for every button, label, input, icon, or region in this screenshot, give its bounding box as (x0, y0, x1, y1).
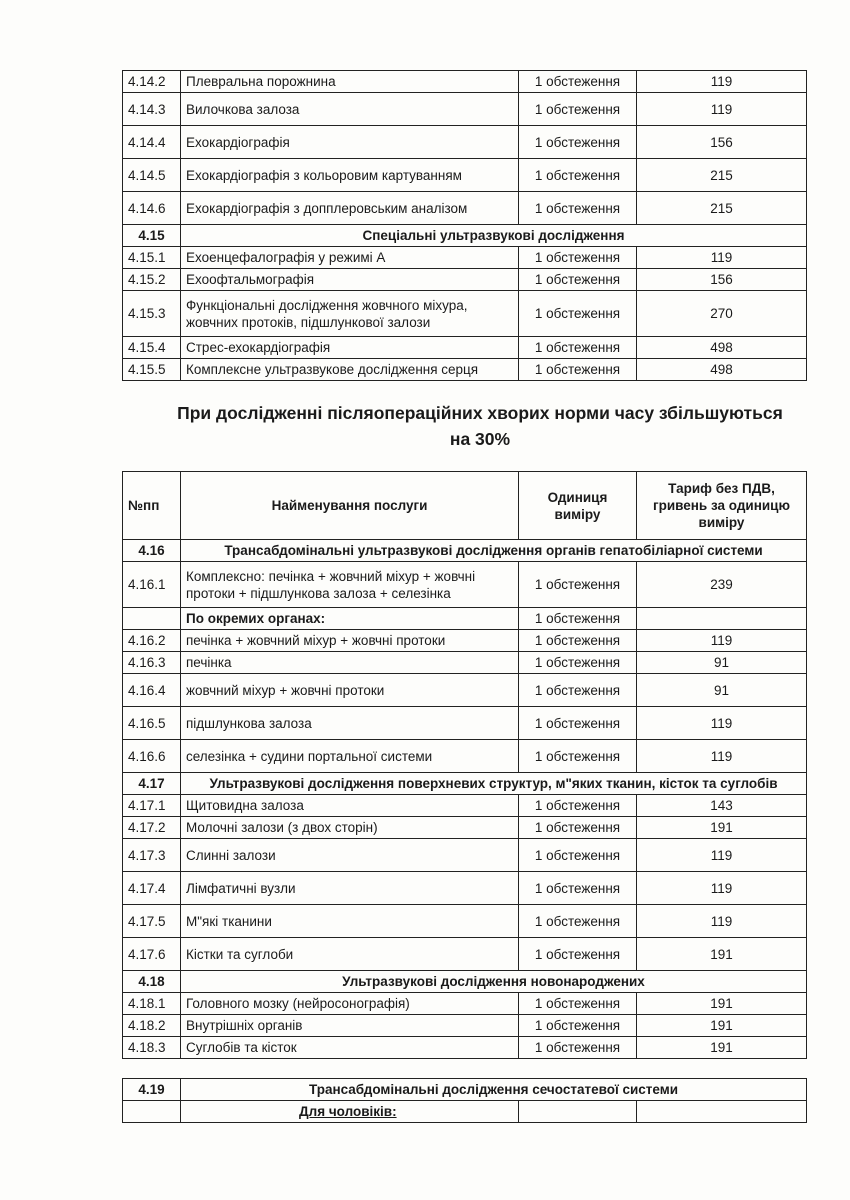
header-price: Тариф без ПДВ, гривень за одиницю виміру (637, 472, 807, 540)
unit-of-measure: 1 обстеження (519, 562, 637, 608)
note-line-1: При дослідженні післяопераційних хворих норми часу збільшуються (177, 403, 783, 423)
unit-of-measure: 1 обстеження (519, 872, 637, 905)
tariff-table-upper (122, 70, 807, 381)
tariff-table-main (122, 471, 807, 1059)
table-row (123, 1037, 807, 1059)
tariff-price: 119 (637, 630, 807, 652)
row-number: 4.15.1 (123, 247, 181, 269)
tariff-price: 191 (637, 817, 807, 839)
row-number: 4.17.3 (123, 839, 181, 872)
tariff-price: 119 (637, 740, 807, 773)
table-row (123, 740, 807, 773)
service-name: Головного мозку (нейросонографія) (181, 993, 519, 1015)
table-body (123, 71, 807, 381)
unit-of-measure: 1 обстеження (519, 126, 637, 159)
service-name: Ехоенцефалографія у режимі А (181, 247, 519, 269)
tariff-price (637, 608, 807, 630)
unit-of-measure: 1 обстеження (519, 93, 637, 126)
tariff-price: 156 (637, 269, 807, 291)
unit-of-measure: 1 обстеження (519, 707, 637, 740)
service-name: Кістки та суглоби (181, 938, 519, 971)
unit-of-measure: 1 обстеження (519, 817, 637, 839)
row-number: 4.18.3 (123, 1037, 181, 1059)
row-number: 4.16.1 (123, 562, 181, 608)
service-name: Щитовидна залоза (181, 795, 519, 817)
service-name: Молочні залози (з двох сторін) (181, 817, 519, 839)
row-number: 4.17.5 (123, 905, 181, 938)
row-number: 4.14.3 (123, 93, 181, 126)
tariff-price: 191 (637, 1015, 807, 1037)
tariff-price: 239 (637, 562, 807, 608)
row-number: 4.15.2 (123, 269, 181, 291)
unit-of-measure: 1 обстеження (519, 71, 637, 93)
row-number: 4.16.2 (123, 630, 181, 652)
tariff-price: 498 (637, 337, 807, 359)
section-row (123, 1079, 807, 1101)
table-row (123, 192, 807, 225)
tariff-price: 270 (637, 291, 807, 337)
table-row (123, 159, 807, 192)
table-row (123, 1015, 807, 1037)
table-row (123, 291, 807, 337)
row-number: 4.14.2 (123, 71, 181, 93)
table-row (123, 71, 807, 93)
tariff-price: 119 (637, 93, 807, 126)
row-number: 4.18.2 (123, 1015, 181, 1037)
tariff-price: 119 (637, 707, 807, 740)
tariff-price: 156 (637, 126, 807, 159)
table-header-row (123, 472, 807, 540)
section-title: Трансабдомінальні ультразвукові дослідження органів гепатобіліарної системи (181, 540, 807, 562)
unit-of-measure: 1 обстеження (519, 795, 637, 817)
service-name: Лімфатичні вузли (181, 872, 519, 905)
unit-of-measure: 1 обстеження (519, 291, 637, 337)
table-row (123, 1101, 807, 1123)
table-row (123, 562, 807, 608)
table-row (123, 674, 807, 707)
row-number: 4.16.3 (123, 652, 181, 674)
header-name: Найменування послуги (181, 472, 519, 540)
table-row (123, 126, 807, 159)
service-name: Внутрішніх органів (181, 1015, 519, 1037)
service-name: По окремих органах: (181, 608, 519, 630)
tariff-price: 215 (637, 159, 807, 192)
unit-of-measure: 1 обстеження (519, 1037, 637, 1059)
tariff-price: 91 (637, 674, 807, 707)
service-name: Функціональні дослідження жовчного міхура, жовчних протоків, підшлункової залози (181, 291, 519, 337)
section-number: 4.18 (123, 971, 181, 993)
tariff-price: 215 (637, 192, 807, 225)
table-row (123, 817, 807, 839)
tariff-price: 91 (637, 652, 807, 674)
table-row (123, 269, 807, 291)
service-name: Ехокардіографія з допплеровським аналізом (181, 192, 519, 225)
section-row (123, 971, 807, 993)
table-row (123, 905, 807, 938)
service-name: Плевральна порожнина (181, 71, 519, 93)
table-body (123, 540, 807, 1059)
row-number: 4.16.6 (123, 740, 181, 773)
section-number: 4.15 (123, 225, 181, 247)
service-name: Суглобів та кісток (181, 1037, 519, 1059)
tariff-table-lower (122, 1078, 807, 1123)
row-number (123, 1101, 181, 1123)
tariff-price: 119 (637, 905, 807, 938)
service-name: печінка (181, 652, 519, 674)
section-row (123, 225, 807, 247)
tariff-price: 143 (637, 795, 807, 817)
note-line-2: на 30% (449, 429, 511, 449)
row-number: 4.18.1 (123, 993, 181, 1015)
unit-of-measure: 1 обстеження (519, 608, 637, 630)
unit-of-measure: 1 обстеження (519, 359, 637, 381)
header-unit: Одиниця виміру (519, 472, 637, 540)
section-title: Спеціальні ультразвукові дослідження (181, 225, 807, 247)
unit-of-measure (519, 1101, 637, 1123)
table-row (123, 359, 807, 381)
header-num: №пп (123, 472, 181, 540)
unit-of-measure: 1 обстеження (519, 192, 637, 225)
row-number (123, 608, 181, 630)
table-row (123, 630, 807, 652)
table-row (123, 839, 807, 872)
service-name: М"які тканини (181, 905, 519, 938)
tariff-price: 119 (637, 71, 807, 93)
table-row (123, 247, 807, 269)
row-number: 4.15.4 (123, 337, 181, 359)
table-row (123, 608, 807, 630)
unit-of-measure: 1 обстеження (519, 993, 637, 1015)
service-name: селезінка + судини портальної системи (181, 740, 519, 773)
unit-of-measure: 1 обстеження (519, 839, 637, 872)
row-number: 4.17.4 (123, 872, 181, 905)
table-row (123, 795, 807, 817)
section-title: Ультразвукові дослідження поверхневих структур, м"яких тканин, кісток та суглобів (181, 773, 807, 795)
table-row (123, 93, 807, 126)
table-body (123, 1079, 807, 1123)
tariff-price: 119 (637, 872, 807, 905)
row-number: 4.14.4 (123, 126, 181, 159)
table-row (123, 337, 807, 359)
service-name: Стрес-ехокардіографія (181, 337, 519, 359)
table-row (123, 872, 807, 905)
row-number: 4.17.1 (123, 795, 181, 817)
subgroup-label: Для чоловіків: (299, 1104, 397, 1119)
unit-of-measure: 1 обстеження (519, 337, 637, 359)
tariff-price: 119 (637, 839, 807, 872)
note-postoperative (150, 400, 810, 452)
unit-of-measure: 1 обстеження (519, 269, 637, 291)
tariff-price: 191 (637, 1037, 807, 1059)
row-number: 4.15.5 (123, 359, 181, 381)
unit-of-measure: 1 обстеження (519, 905, 637, 938)
tariff-price (637, 1101, 807, 1123)
section-number: 4.19 (123, 1079, 181, 1101)
unit-of-measure: 1 обстеження (519, 630, 637, 652)
table-row (123, 652, 807, 674)
row-number: 4.14.6 (123, 192, 181, 225)
table-row (123, 993, 807, 1015)
service-name: Комплексне ультразвукове дослідження серця (181, 359, 519, 381)
section-number: 4.17 (123, 773, 181, 795)
unit-of-measure: 1 обстеження (519, 247, 637, 269)
service-name: Ехокардіографія з кольоровим картуванням (181, 159, 519, 192)
section-row (123, 773, 807, 795)
unit-of-measure: 1 обстеження (519, 740, 637, 773)
unit-of-measure: 1 обстеження (519, 159, 637, 192)
table-row (123, 938, 807, 971)
service-name: підшлункова залоза (181, 707, 519, 740)
service-name: жовчний міхур + жовчні протоки (181, 674, 519, 707)
row-number: 4.17.2 (123, 817, 181, 839)
section-title: Трансабдомінальні дослідження сечостатевої системи (181, 1079, 807, 1101)
tariff-price: 191 (637, 993, 807, 1015)
tariff-price: 191 (637, 938, 807, 971)
row-number: 4.16.5 (123, 707, 181, 740)
service-name: Слинні залози (181, 839, 519, 872)
service-name: Ехокардіографія (181, 126, 519, 159)
section-title: Ультразвукові дослідження новонароджених (181, 971, 807, 993)
tariff-price: 119 (637, 247, 807, 269)
service-name (181, 1101, 519, 1123)
unit-of-measure: 1 обстеження (519, 1015, 637, 1037)
unit-of-measure: 1 обстеження (519, 652, 637, 674)
section-number: 4.16 (123, 540, 181, 562)
unit-of-measure: 1 обстеження (519, 674, 637, 707)
section-row (123, 540, 807, 562)
service-name: Комплексно: печінка + жовчний міхур + жовчні протоки + підшлункова залоза + селезінка (181, 562, 519, 608)
row-number: 4.15.3 (123, 291, 181, 337)
row-number: 4.17.6 (123, 938, 181, 971)
row-number: 4.16.4 (123, 674, 181, 707)
service-name: Вилочкова залоза (181, 93, 519, 126)
table-row (123, 707, 807, 740)
tariff-price: 498 (637, 359, 807, 381)
service-name: Ехоофтальмографія (181, 269, 519, 291)
unit-of-measure: 1 обстеження (519, 938, 637, 971)
service-name: печінка + жовчний міхур + жовчні протоки (181, 630, 519, 652)
row-number: 4.14.5 (123, 159, 181, 192)
